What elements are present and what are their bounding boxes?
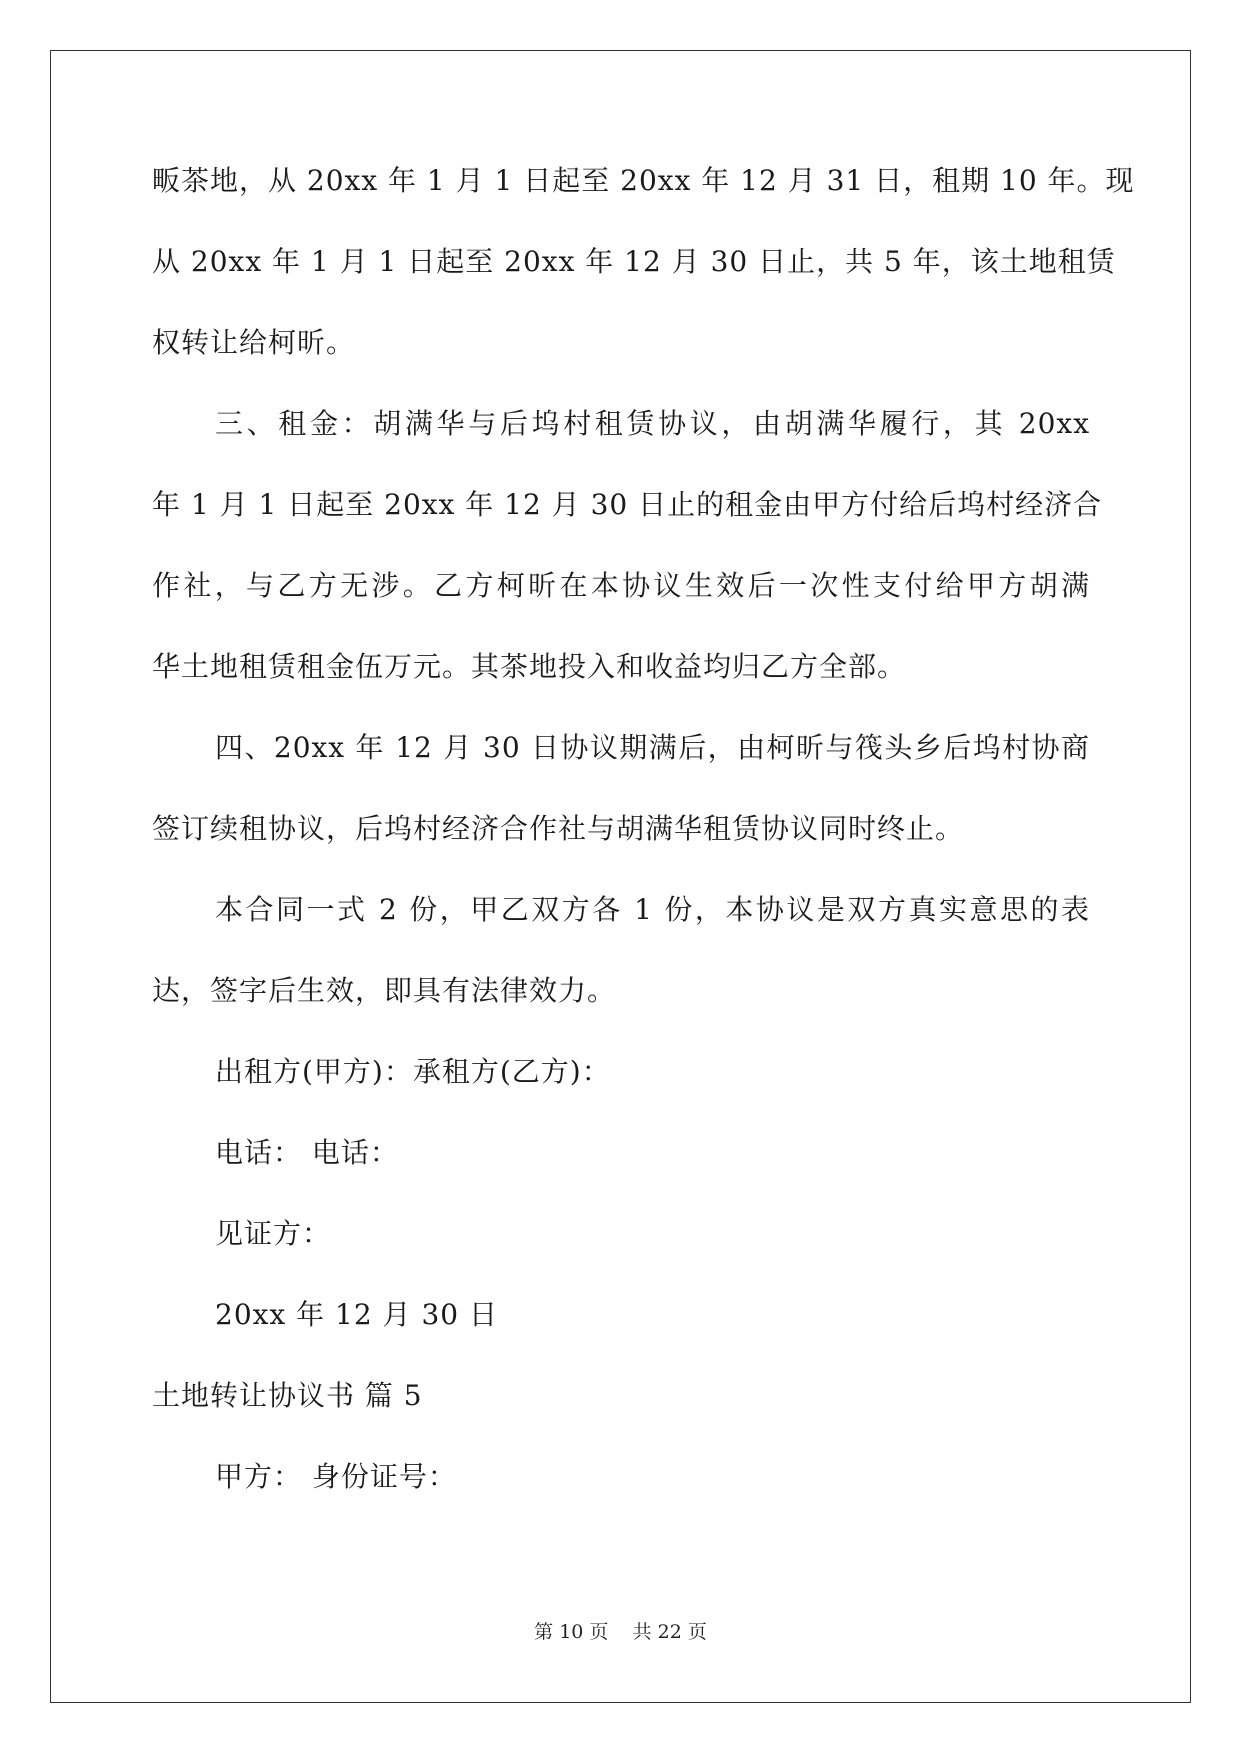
- document-body: [152, 163, 1135, 1540]
- party-a-label: 甲方： 身份证号：: [215, 1460, 457, 1493]
- date-line: 20xx 年 12 月 30 日: [215, 1298, 498, 1331]
- text-line: 年 1 月 1 日起至 20xx 年 12 月 30 日止的租金由甲方付给后坞村经济合: [152, 488, 1103, 521]
- lessor-lessee-label: 出租方(甲方)：承租方(乙方)：: [215, 1055, 611, 1088]
- section-three-heading-line: 三、租金：胡满华与后坞村租赁协议，由胡满华履行，其 20xx: [215, 407, 1090, 440]
- text-line: 从 20xx 年 1 月 1 日起至 20xx 年 12 月 30 日止，共 5 年，该土地租赁: [152, 245, 1116, 278]
- text-line: 华土地租赁租金伍万元。其茶地投入和收益均归乙方全部。: [152, 650, 907, 683]
- text-line: 达，签字后生效，即具有法律效力。: [152, 974, 617, 1007]
- section-four-heading-line: 四、20xx 年 12 月 30 日协议期满后，由柯昕与筏头乡后坞村协商: [215, 731, 1090, 764]
- phone-label: 电话： 电话：: [215, 1136, 399, 1169]
- text-line: 本合同一式 2 份，甲乙双方各 1 份，本协议是双方真实意思的表: [215, 893, 1090, 926]
- page-number-footer: 第 10 页 共 22 页: [534, 1621, 707, 1643]
- text-line: 签订续租协议，后坞村经济合作社与胡满华租赁协议同时终止。: [152, 812, 965, 845]
- witness-label: 见证方：: [215, 1217, 332, 1250]
- text-line: 作社，与乙方无涉。乙方柯昕在本协议生效后一次性支付给甲方胡满: [152, 569, 1090, 602]
- text-line: 畈茶地，从 20xx 年 1 月 1 日起至 20xx 年 12 月 31 日，租期 10 年。现: [152, 164, 1135, 197]
- section-title: 土地转让协议书 篇 5: [152, 1379, 423, 1412]
- text-line: 权转让给柯昕。: [152, 326, 356, 359]
